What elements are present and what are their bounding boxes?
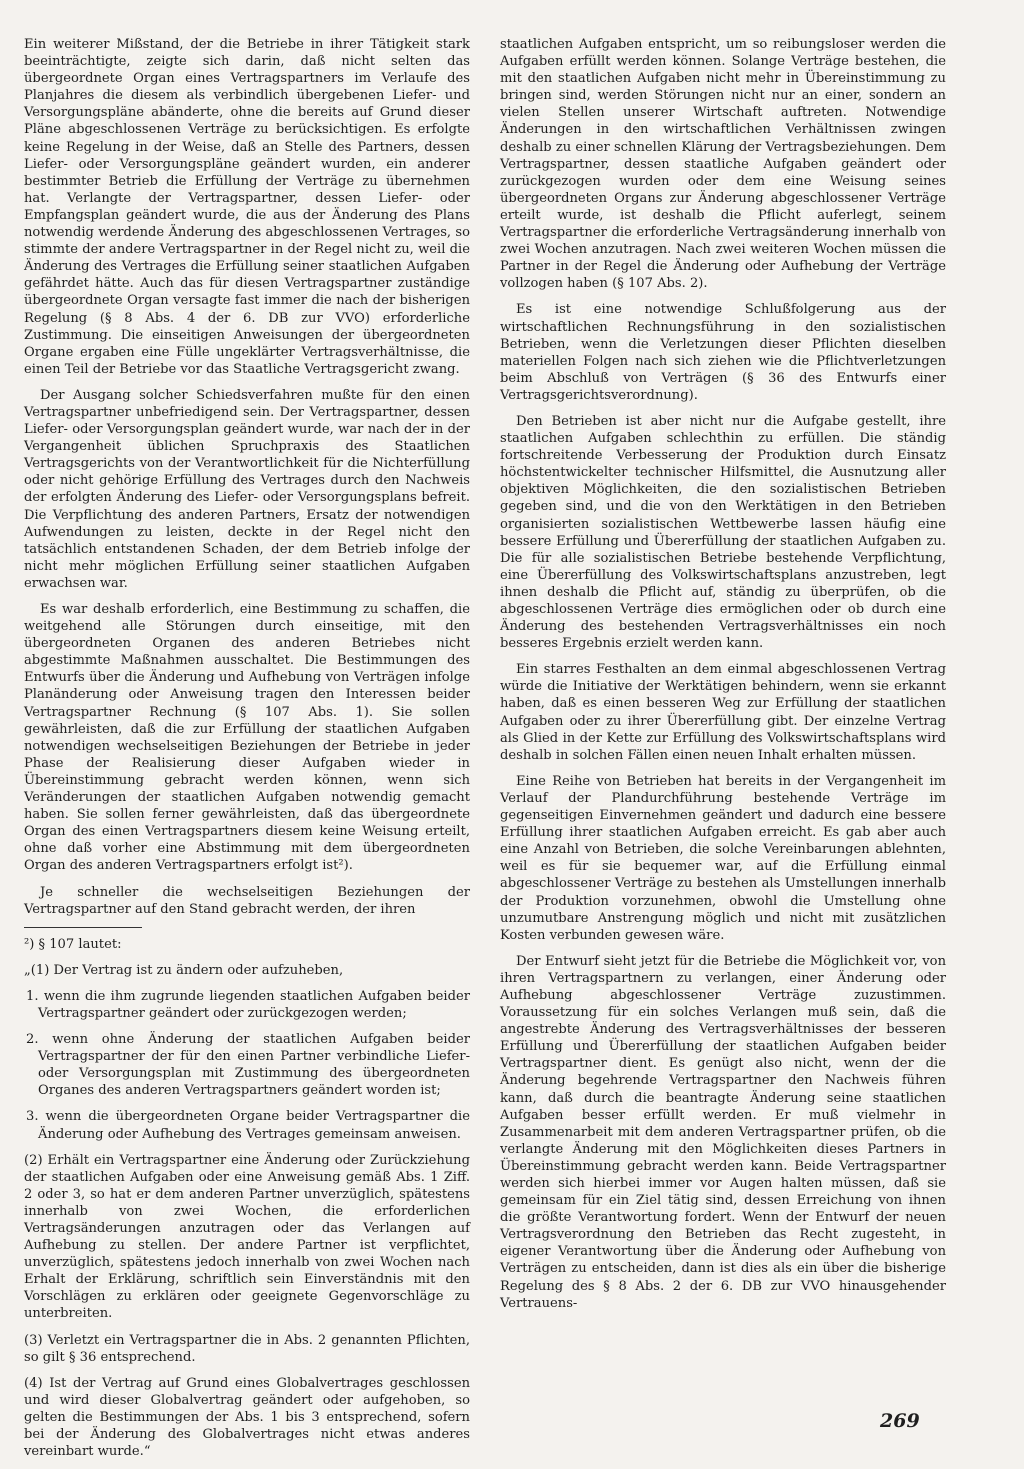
paragraph: Es war deshalb erforderlich, eine Bestimmung zu schaffen, die weitgehend alle Störungen durch einseitige, mit den übergeordneten Organen des anderen Betriebes nicht abgestimmte Maßnahmen ausschaltet. Die Bestimmungen des Entwurfs über die Änderung und Aufhebung von Verträgen infolge Planänderung oder Anweisung tragen den Interessen beider Vertragspartner Rechnung (§ 107 Abs. 1). Sie sollen gewährleisten, daß die zur Erfüllung der staatlichen Aufgaben notwendigen wechselseitigen Beziehungen der Betriebe in jeder Phase der Realisierung dieser Aufgaben wieder in Übereinstimmung gebracht werden können, wenn sich Veränderungen der staatlichen Aufgaben notwendig gemacht haben. Sie sollen ferner gewährleisten, daß das übergeordnete Organ des einen Vertragspartners diesem keine Weisung erteilt, ohne daß vorher eine Abstimmung mit dem übergeordneten Organ des anderen Vertragspartners erfolgt ist²).	[24, 602, 470, 874]
footnote-item: 3. wenn die übergeordneten Organe beider Vertragspartner die Änderung oder Aufhebung des Vertrages gemeinsam anweisen.	[26, 1109, 470, 1142]
footnote-divider	[24, 927, 142, 928]
footnote-line: (4) Ist der Vertrag auf Grund eines Globalvertrages geschlossen und wird dieser Globalvertrag geändert oder aufgehoben, so gelten die Bestimmungen der Abs. 1 bis 3 entsprechend, sofern bei der Änderung des Globalvertrages nicht etwas anderes vereinbart wurde.“	[24, 1375, 470, 1460]
paragraph: Der Entwurf sieht jetzt für die Betriebe die Möglichkeit vor, von ihren Vertragspartnern zu verlangen, einer Änderung oder Aufhebung abgeschlossener Verträge zuzustimmen. Voraussetzung für ein solches Verlangen muß sein, daß die angestrebte Änderung des Vertragsverhältnisses der besseren Erfüllung und Übererfüllung der staatlichen Aufgaben beider Vertragspartner dient. Es genügt also nicht, wenn der die Änderung begehrende Vertragspartner den Nachweis führen kann, daß durch die beantragte Änderung seine staatlichen Aufgaben besser erfüllt werden. Er muß vielmehr in Zusammenarbeit mit dem anderen Vertragspartner prüfen, ob die verlangte Änderung mit den Möglichkeiten dieses Partners in Übereinstimmung gebracht werden kann. Beide Vertragspartner werden sich hierbei immer vor Augen halten müssen, daß sie gemeinsam für ein Ziel tätig sind, dessen Erreichung von ihnen die größte Verantwortung fordert. Wenn der Entwurf der neuen Vertragsverordnung den Betrieben das Recht zugesteht, in eigener Verantwortung über die Änderung oder Aufhebung von Verträgen zu entscheiden, dann ist dies als ein über die bisherige Regelung des § 8 Abs. 2 der 6. DB zur VVO hinausgehender Vertrauens-	[500, 953, 946, 1311]
left-column	[24, 36, 470, 1469]
paragraph: staatlichen Aufgaben entspricht, um so reibungsloser werden die Aufgaben erfüllt werden können. Solange Verträge bestehen, die mit den staatlichen Aufgaben nicht mehr in Übereinstimmung zu bringen sind, werden Störungen nicht nur an einer, sondern an vielen Stellen unserer Wirtschaft auftreten. Notwendige Änderungen in den wirtschaftlichen Verhältnissen zwingen deshalb zu einer schnellen Klärung der Vertragsbeziehungen. Dem Vertragspartner, dessen staatliche Aufgaben geändert oder zurückgezogen wurden oder dem eine Weisung seines übergeordneten Organs zur Änderung abgeschlossener Verträge erteilt wurde, ist deshalb die Pflicht auferlegt, seinem Vertragspartner die erforderliche Vertragsänderung innerhalb von zwei Wochen anzutragen. Nach zwei weiteren Wochen müssen die Partner in der Regel die Änderung oder Aufhebung der Verträge vollzogen haben (§ 107 Abs. 2).	[500, 37, 946, 292]
paragraph: Den Betrieben ist aber nicht nur die Aufgabe gestellt, ihre staatlichen Aufgaben schlechthin zu erfüllen. Die ständig fortschreitende Verbesserung der Produktion durch Einsatz höchstentwickelter technischer Hilfsmittel, die Ausnutzung aller objektiven Möglichkeiten, die den sozialistischen Betrieben gegeben sind, und die von den Werktätigen in den Betrieben organisierten sozialistischen Wettbewerbe lassen häufig eine bessere Erfüllung und Übererfüllung der staatlichen Aufgaben zu. Die für alle sozialistischen Betriebe bestehende Verpflichtung, eine Übererfüllung des Volkswirtschaftsplans anzustreben, legt ihnen deshalb die Pflicht auf, ständig zu überprüfen, ob die abgeschlossenen Verträge dies ermöglichen oder ob durch eine Änderung des bestehenden Vertragsverhältnisses ein noch besseres Ergebnis erzielt werden kann.	[500, 413, 946, 652]
paragraph: Ein starres Festhalten an dem einmal abgeschlossenen Vertrag würde die Initiative der Werktätigen behindern, wenn sie erkannt haben, daß es einen besseren Weg zur Erfüllung der staatlichen Aufgaben oder zu ihrer Übererfüllung gibt. Der einzelne Vertrag als Glied in der Kette zur Erfüllung des Volkswirtschaftsplans wird deshalb in solchen Fällen einen neuen Inhalt erhalten müssen.	[500, 662, 946, 763]
footnote-item: 1. wenn die ihm zugrunde liegenden staatlichen Aufgaben beider Vertragspartner geändert oder zurückgezogen werden;	[26, 988, 470, 1021]
right-column	[500, 36, 946, 1321]
footnote-line: „(1) Der Vertrag ist zu ändern oder aufzuheben,	[24, 962, 344, 978]
page-number: 269	[880, 1410, 920, 1432]
paragraph: Ein weiterer Mißstand, der die Betriebe in ihrer Tätigkeit stark beeinträchtigte, zeigte sich darin, daß nicht selten das übergeordnete Organ eines Vertragspartners im Verlaufe des Planjahres die diesem als verbindlich übergebenen Liefer- und Versorgungspläne abänderte, ohne die bereits auf Grund dieser Pläne abgeschlossenen Verträge zu berücksichtigen. Es erfolgte keine Regelung in der Weise, daß an Stelle des Partners, dessen Liefer- oder Versorgungspläne geändert wurden, ein anderer bestimmter Betrieb die Erfüllung der Verträge zu übernehmen hat. Verlangte der Vertragspartner, dessen Liefer- oder Empfangsplan geändert wurde, die aus der Änderung des Plans notwendig werdende Änderung des abgeschlossenen Vertrages, so stimmte der andere Vertragspartner in der Regel nicht zu, weil die Änderung des Vertrages die Erfüllung seiner staatlichen Aufgaben gefährdet hätte. Auch das für diesen Vertragspartner zuständige übergeordnete Organ versagte fast immer die nach der bisherigen Regelung (§ 8 Abs. 4 der 6. DB zur VVO) erforderliche Zustimmung. Die einseitigen Anweisungen der übergeordneten Organe ergaben eine Fülle ungeklärter Vertragsverhältnisse, die einen Teil der Betriebe vor das Staatliche Vertragsgericht zwang.	[24, 37, 470, 377]
paragraph: Eine Reihe von Betrieben hat bereits in der Vergangenheit im Verlauf der Plandurchführung bestehende Verträge im gegenseitigen Einvernehmen geändert und dadurch eine bessere Erfüllung ihrer staatlichen Aufgaben erreicht. Es gab aber auch eine Anzahl von Betrieben, die solche Vereinbarungen ablehnten, weil es für sie bequemer war, auf die Erfüllung einmal abgeschlossener Verträge zu bestehen als Umstellungen innerhalb der Produktion vorzunehmen, obwohl die Umstellung ohne unzumutbare Anstrengung möglich und nicht mit zusätzlichen Kosten verbunden gewesen wäre.	[500, 773, 946, 943]
paragraph: Es ist eine notwendige Schlußfolgerung aus der wirtschaftlichen Rechnungsführung in den sozialistischen Betrieben, wenn die Verletzungen dieser Pflichten dieselben materiellen Folgen nach sich ziehen wie die Pflichtverletzungen beim Abschluß von Verträgen (§ 36 des Entwurfs einer Vertragsgerichtsverordnung).	[500, 302, 946, 403]
footnote-line: (3) Verletzt ein Vertragspartner die in Abs. 2 genannten Pflichten, so gilt § 36 entsprechend.	[24, 1332, 470, 1365]
footnote-item: 2. wenn ohne Änderung der staatlichen Aufgaben beider Vertragspartner der für den einen Partner verbindliche Liefer- oder Versorgungsplan mit Zustimmung des übergeordneten Organes des anderen Vertragspartners geändert worden ist;	[26, 1032, 470, 1099]
footnotes	[24, 936, 470, 1461]
paragraph: Je schneller die wechselseitigen Beziehungen der Vertragspartner auf den Stand gebracht werden, der ihren	[24, 884, 470, 917]
paragraph: Der Ausgang solcher Schiedsverfahren mußte für den einen Vertragspartner unbefriedigend sein. Der Vertragspartner, dessen Liefer- oder Versorgungsplan geändert wurde, war nach der in der Vergangenheit üblichen Spruchpraxis des Staatlichen Vertragsgerichts von der Verantwortlichkeit für die Nichterfüllung oder nicht gehörige Erfüllung des Vertrages durch den Nachweis der erfolgten Änderung des Liefer- oder Versorgungsplans befreit. Die Verpflichtung des anderen Partners, Ersatz der notwendigen Aufwendungen zu leisten, deckte in der Regel nicht den tatsächlich entstandenen Schaden, der dem Betrieb infolge der nicht mehr möglichen Erfüllung seiner staatlichen Aufgaben erwachsen war.	[24, 387, 470, 591]
footnote-line: (2) Erhält ein Vertragspartner eine Änderung oder Zurückziehung der staatlichen Aufgaben oder eine Anweisung gemäß Abs. 1 Ziff. 2 oder 3, so hat er dem anderen Partner unverzüglich, spätestens innerhalb von zwei Wochen, die erforderlichen Vertragsänderungen anzutragen oder das Verlangen auf Aufhebung zu stellen. Der andere Partner ist verpflichtet, unverzüglich, spätestens jedoch innerhalb von zwei Wochen nach Erhalt der Erklärung, schriftlich sein Einverständnis mit den Vorschlägen zu erklären oder geeignete Gegenvorschläge zu unterbreiten.	[24, 1152, 470, 1322]
footnote-heading: ²) § 107 lautet:	[24, 936, 122, 952]
